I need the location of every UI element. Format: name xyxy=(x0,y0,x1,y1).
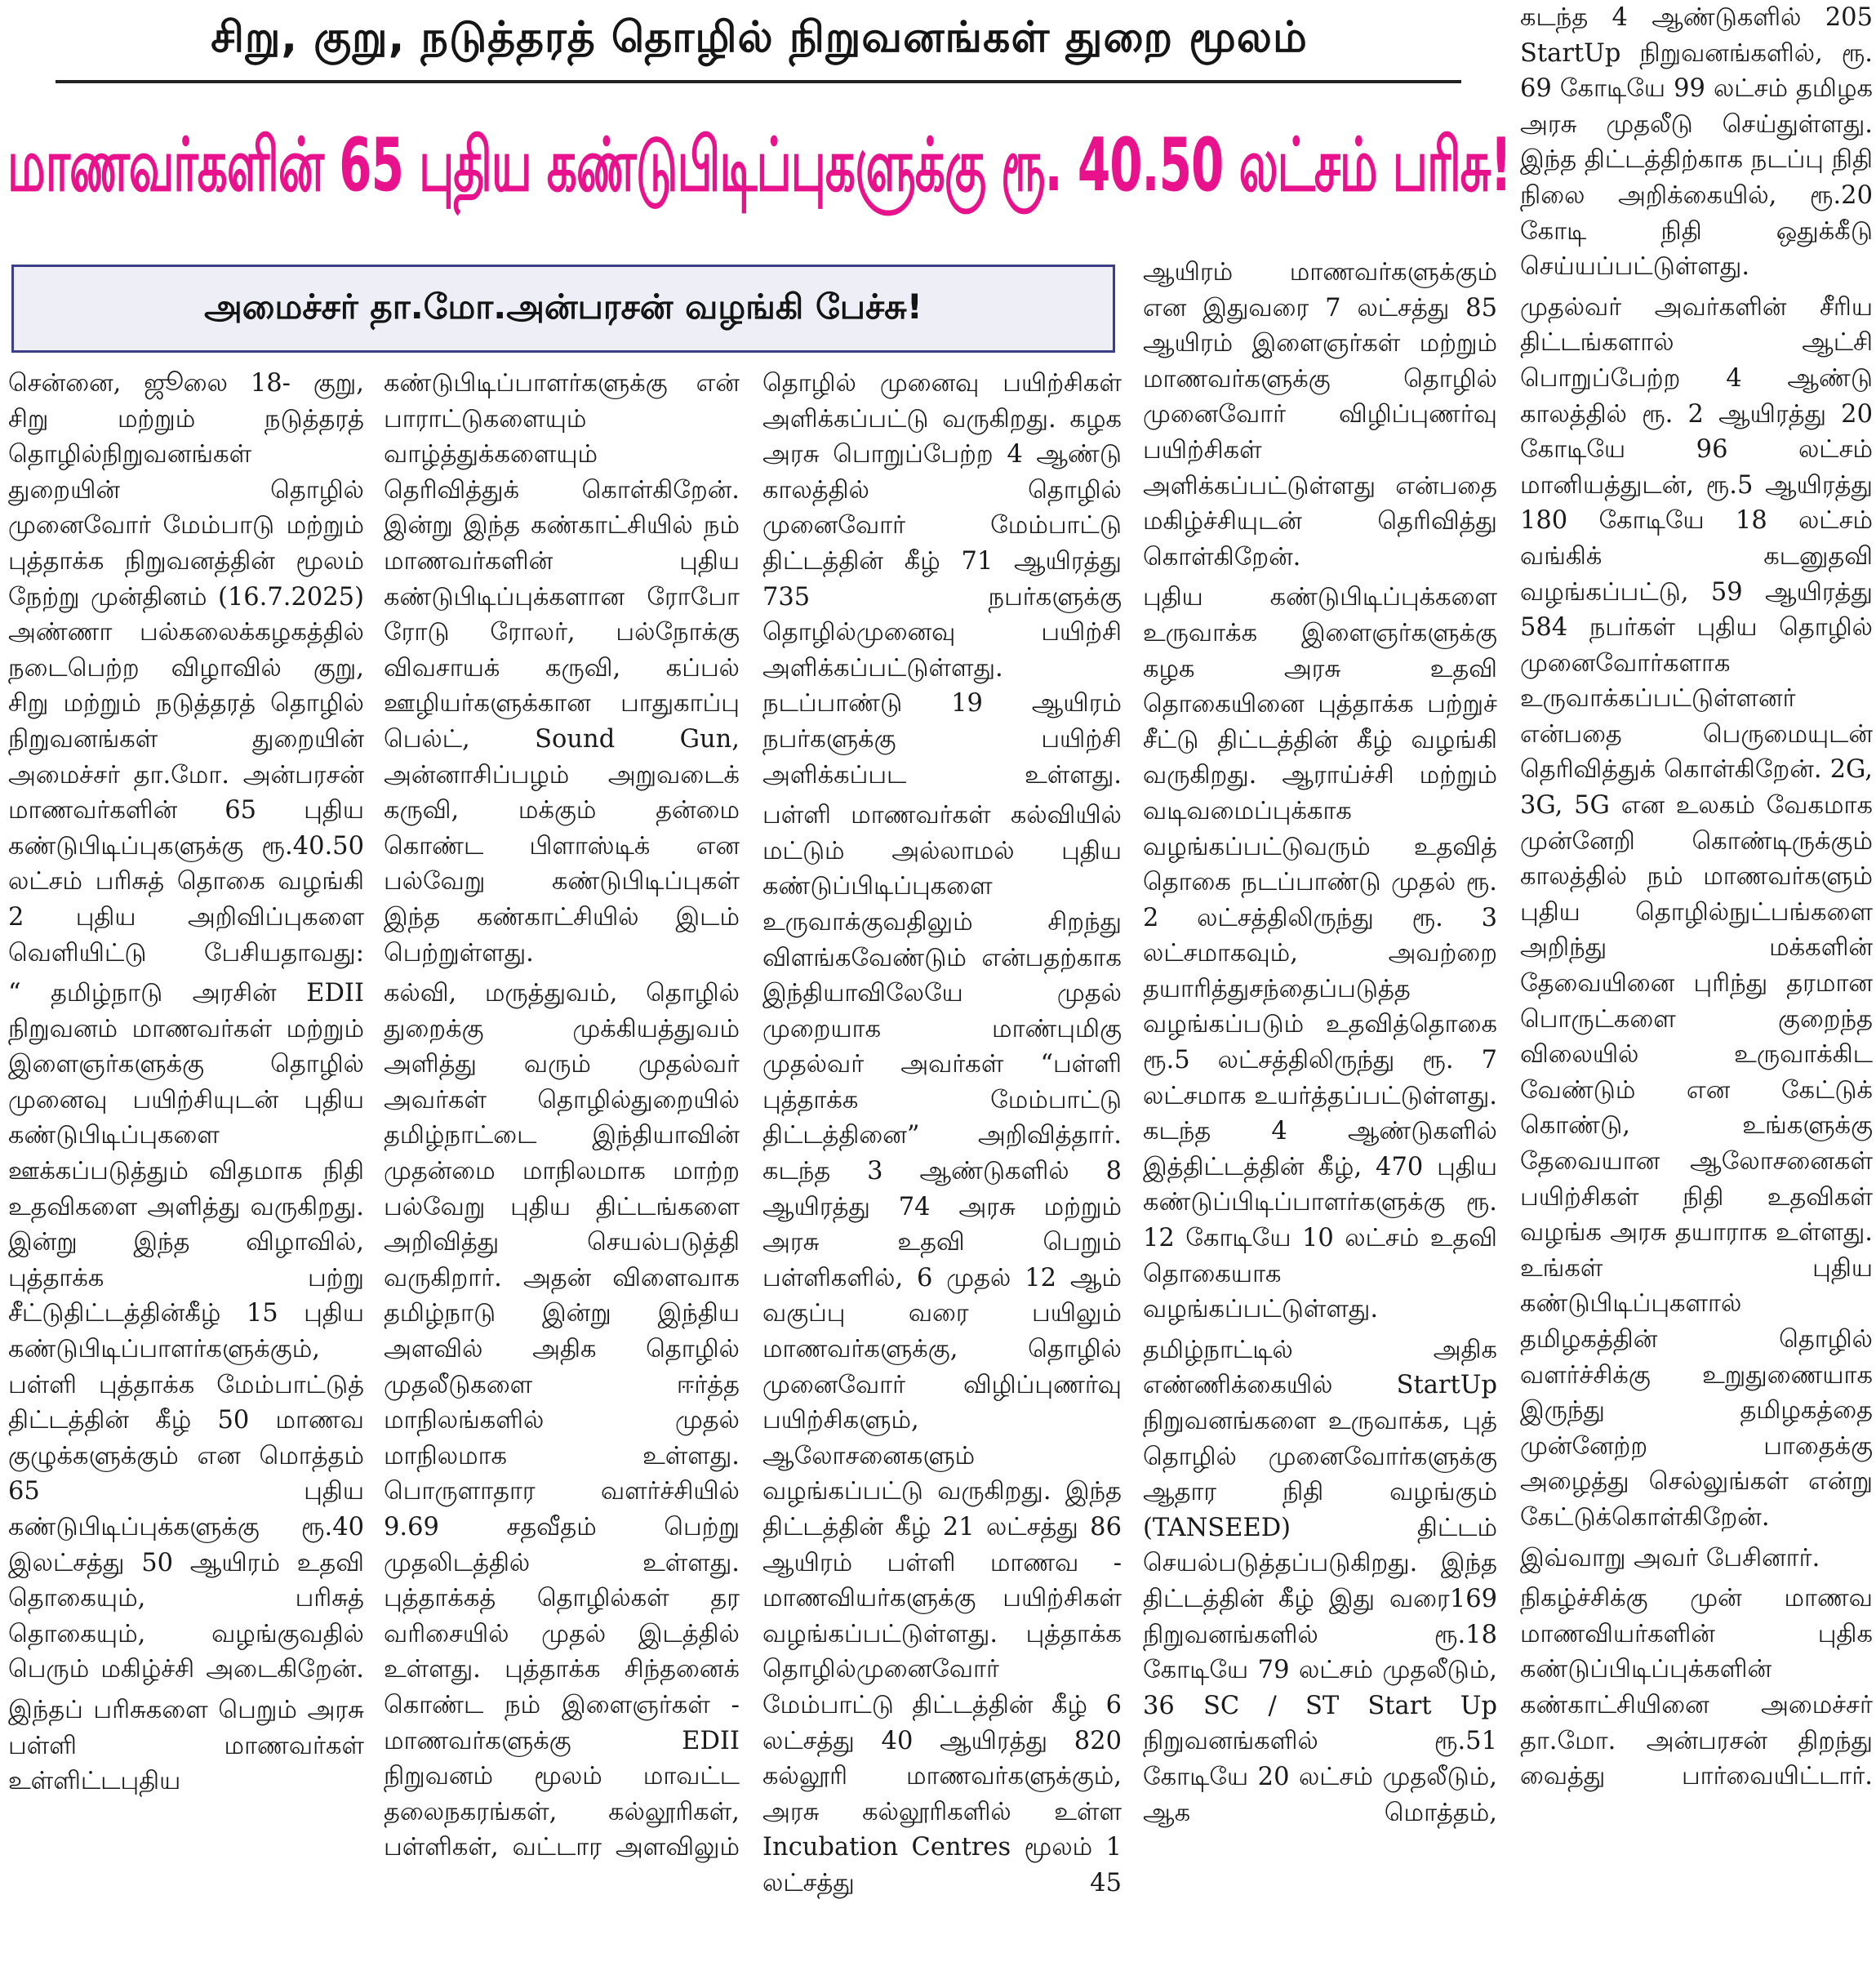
paragraph: தமிழ்நாட்டில் அதிக எண்ணிக்கையில் StartUp நிறுவனங்களை உருவாக்க, புத் தொழில் முனைவோர்களுக்கு ஆதார நிதி வழங்கும் (TANSEED) திட்டம் செயல்படுத்தப்படுகிறது. இந்த திட்டத்தின் கீழ் இது வரை169 நிறுவனங்களில் ரூ.18 கோடியே 79 லட்சம் முதலீடும், 36 SC / ST Start Up நிறுவனங்களில் ரூ.51 கோடியே 20 லட்சம் முதலீடும், ஆக மொத்தம், xyxy=(1143,1335,1497,1827)
paragraph: இவ்வாறு அவர் பேசினார். xyxy=(1520,1543,1820,1573)
paragraph: நிகழ்ச்சிக்கு முன் மாணவ மாணவியர்களின் புதிக கண்டுப்பிடிப்புக்களின் கண்காட்சியினை அமைச்சர் தா.மோ. அன்பரசன் திறந்து வைத்து பார்வையிட்டார். xyxy=(1520,1584,1873,1791)
paragraph: “ தமிழ்நாடு அரசின் EDII நிறுவனம் மாணவர்கள் மற்றும் இளைஞர்களுக்கு தொழில் முனைவு பயிற்சியுடன் புதிய கண்டுபிடிப்புகளை ஊக்கப்படுத்தும் விதமாக நிதி உதவிகளை அளித்து வருகிறது. இன்று இந்த விழாவில், புத்தாக்க பற்று சீட்டுதிட்டத்தின்கீழ் 15 புதிய கண்டுபிடிப்பாளர்களுக்கும், பள்ளி புத்தாக்க மேம்பாட்டுத் திட்டத்தின் கீழ் 50 மாணவ குழுக்களுக்கும் என மொத்தம் 65 புதிய கண்டுபிடிப்புக்களுக்கு ரூ.40 இலட்சத்து 50 ஆயிரம் உதவி தொகையும், பரிசுத் தொகையும், வழங்குவதில் பெரும் மகிழ்ச்சி அடைகிறேன். xyxy=(8,979,364,1684)
paragraph: கல்வி, மருத்துவம், தொழில் துறைக்கு முக்கியத்துவம் அளித்து வரும் முதல்வர் அவர்கள் தொழில்துறையில் தமிழ்நாட்டை இந்தியாவின் முதன்மை மாநிலமாக மாற்ற பல்வேறு புதிய திட்டங்களை அறிவித்து செயல்படுத்தி வருகிறார். அதன் விளைவாக தமிழ்நாடு இன்று இந்திய அளவில் அதிக தொழில் முதலீடுகளை ஈர்த்த மாநிலங்களில் முதல் மாநிலமாக உள்ளது. பொருளாதார வளர்ச்சியில் 9.69 சதவீதம் பெற்று முதலிடத்தில் உள்ளது. புத்தாக்கத் தொழில்கள் தர வரிசையில் முதல் இடத்தில் உள்ளது. புத்தாக்க சிந்தனைக் கொண்ட நம் இளைஞர்கள் - மாணவர்களுக்கு EDII நிறுவனம் மூலம் மாவட்ட தலைநகரங்கள், கல்லூரிகள், பள்ளிகள், வட்டார அளவிலும் xyxy=(384,979,740,1862)
subheadline-box: அமைச்சர் தா.மோ.அன்பரசன் வழங்கி பேச்சு! xyxy=(11,265,1115,353)
paragraph: தொழில் முனைவு பயிற்சிகள் அளிக்கப்பட்டு வருகிறது. கழக அரசு பொறுப்பேற்ற 4 ஆண்டு காலத்தில் தொழில் முனைவோர் மேம்பாட்டு திட்டத்தின் கீழ் 71 ஆயிரத்து 735 நபர்களுக்கு தொழில்முனைவு பயிற்சி அளிக்கப்பட்டுள்ளது. நடப்பாண்டு 19 ஆயிரம் நபர்களுக்கு பயிற்சி அளிக்கப்பட உள்ளது. xyxy=(762,369,1122,790)
kicker-headline: சிறு, குறு, நடுத்தரத் தொழில் நிறுவனங்கள் துறை மூலம் xyxy=(211,12,1308,62)
paragraph: முதல்வர் அவர்களின் சீரிய திட்டங்களால் ஆட்சி பொறுப்பேற்ற 4 ஆண்டு காலத்தில் ரூ. 2 ஆயிரத்து 20 கோடியே 96 லட்சம் மானியத்துடன், ரூ.5 ஆயிரத்து 180 கோடியே 18 லட்சம் வங்கிக் கடனுதவி வழங்கப்பட்டு, 59 ஆயிரத்து 584 நபர்கள் புதிய தொழில் முனைவோர்களாக உருவாக்கப்பட்டுள்ளனர் என்பதை பெருமையுடன் தெரிவித்துக் கொள்கிறேன். 2G, 3G, 5G என உலகம் வேகமாக முன்னேறி கொண்டிருக்கும் காலத்தில் நம் மாணவர்களும் புதிய தொழில்நுட்பங்களை அறிந்து மக்களின் தேவையினை புரிந்து தரமான பொருட்களை குறைந்த விலையில் உருவாக்கிட வேண்டும் என கேட்டுக் கொண்டு, உங்களுக்கு தேவையான ஆலோசனைகள் பயிற்சிகள் நிதி உதவிகள் வழங்க அரசு தயாராக உள்ளது. உங்கள் புதிய கண்டுபிடிப்புகளால் தமிழகத்தின் தொழில் வளர்ச்சிக்கு உறுதுணையாக இருந்து தமிழகத்தை முன்னேற்ற பாதைக்கு அழைத்து செல்லுங்கள் என்று கேட்டுக்கொள்கிறேன். xyxy=(1520,292,1873,1532)
article-column-1 xyxy=(8,366,364,1979)
paragraph: சென்னை, ஜூலை 18- குறு, சிறு மற்றும் நடுத்தரத் தொழில்நிறுவனங்கள் துறையின் தொழில் முனைவோர் மேம்பாடு மற்றும் புத்தாக்க நிறுவனத்தின் மூலம் நேற்று முன்தினம் (16.7.2025) அண்ணா பல்கலைக்கழகத்தில் நடைபெற்ற விழாவில் குறு, சிறு மற்றும் நடுத்தரத் தொழில் நிறுவனங்கள் துறையின் அமைச்சர் தா.மோ. அன்பரசன் மாணவர்களின் 65 புதிய கண்டுபிடிப்புகளுக்கு ரூ.40.50 லட்சம் பரிசுத் தொகை வழங்கி 2 புதிய அறிவிப்புகளை வெளியிட்டு பேசியதாவது: xyxy=(8,369,364,968)
paragraph: கண்டுபிடிப்பாளர்களுக்கு என் பாராட்டுகளையும் வாழ்த்துக்களையும் தெரிவித்துக் கொள்கிறேன். இன்று இந்த கண்காட்சியில் நம் மாணவர்களின் புதிய கண்டுபிடிப்புக்களான ரோபோ ரோடு ரோலர், பல்நோக்கு விவசாயக் கருவி, கப்பல் ஊழியர்களுக்கான பாதுகாப்பு பெல்ட், Sound Gun, அன்னாசிப்பழம் அறுவடைக் கருவி, மக்கும் தன்மை கொண்ட பிளாஸ்டிக் என பல்வேறு கண்டுபிடிப்புகள் இந்த கண்காட்சியில் இடம் பெற்றுள்ளது. xyxy=(384,369,740,968)
main-headline: மாணவர்களின் 65 புதிய கண்டுபிடிப்புகளுக்கு ரூ. 40.50 லட்சம் பரிசு! xyxy=(7,122,1511,208)
article-column-2 xyxy=(384,366,740,1979)
paragraph: பள்ளி மாணவர்கள் கல்வியில் மட்டும் அல்லாமல் புதிய கண்டுப்பிடிப்புகளை உருவாக்குவதிலும் சிறந்து விளங்கவேண்டும் என்பதற்காக இந்தியாவிலேயே முதல் முறையாக மாண்புமிகு முதல்வர் அவர்கள் “பள்ளி புத்தாக்க மேம்பாட்டு திட்டத்தினை” அறிவித்தார். கடந்த 3 ஆண்டுகளில் 8 ஆயிரத்து 74 அரசு மற்றும் அரசு உதவி பெறும் பள்ளிகளில், 6 முதல் 12 ஆம் வகுப்பு வரை பயிலும் மாணவர்களுக்கு, தொழில் முனைவோர் விழிப்புணர்வு பயிற்சிகளும், ஆலோசனைகளும் வழங்கப்பட்டு வருகிறது. இந்த திட்டத்தின் கீழ் 21 லட்சத்து 86 ஆயிரம் பள்ளி மாணவ - மாணவியர்களுக்கு பயிற்சிகள் வழங்கப்பட்டுள்ளது. புத்தாக்க தொழில்முனைவோர் மேம்பாட்டு திட்டத்தின் கீழ் 6 லட்சத்து 40 ஆயிரத்து 820 கல்லூரி மாணவர்களுக்கும், அரசு கல்லூரிகளில் உள்ள Incubation Centres மூலம் 1 லட்சத்து 45 xyxy=(762,801,1122,1897)
article-column-5 xyxy=(1520,0,1873,1979)
paragraph: கடந்த 4 ஆண்டுகளில் 205 StartUp நிறுவனங்களில், ரூ. 69 கோடியே 99 லட்சம் தமிழக அரசு முதலீடு செய்துள்ளது. இந்த திட்டத்திற்காக நடப்பு நிதி நிலை அறிக்கையில், ரூ.20 கோடி நிதி ஒதுக்கீடு செய்யப்பட்டுள்ளது. xyxy=(1520,3,1873,282)
paragraph: ஆயிரம் மாணவர்களுக்கும் என இதுவரை 7 லட்சத்து 85 ஆயிரம் இளைஞர்கள் மற்றும் மாணவர்களுக்கு தொழில் முனைவோர் விழிப்புணர்வு பயிற்சிகள் அளிக்கப்பட்டுள்ளது என்பதை மகிழ்ச்சியுடன் தெரிவித்து கொள்கிறேன். xyxy=(1143,258,1497,572)
paragraph: இந்தப் பரிசுகளை பெறும் அரசு பள்ளி மாணவர்கள் உள்ளிட்டபுதிய xyxy=(8,1695,364,1796)
article-column-3 xyxy=(762,366,1122,1979)
paragraph: புதிய கண்டுபிடிப்புக்களை உருவாக்க இளைஞர்களுக்கு கழக அரசு உதவி தொகையினை புத்தாக்க பற்றுச் சீட்டு திட்டத்தின் கீழ் வழங்கி வருகிறது. ஆராய்ச்சி மற்றும் வடிவமைப்புக்காக வழங்கப்பட்டுவரும் உதவித் தொகை நடப்பாண்டு முதல் ரூ. 2 லட்சத்திலிருந்து ரூ. 3 லட்சமாகவும், அவற்றை தயாரித்துசந்தைப்படுத்த வழங்கப்படும் உதவித்தொகை ரூ.5 லட்சத்திலிருந்து ரூ. 7 லட்சமாக உயர்த்தப்பட்டுள்ளது. கடந்த 4 ஆண்டுகளில் இத்திட்டத்தின் கீழ், 470 புதிய கண்டுப்பிடிப்பாளர்களுக்கு ரூ. 12 கோடியே 10 லட்சம் உதவி தொகையாக வழங்கப்பட்டுள்ளது. xyxy=(1143,583,1497,1324)
article-column-4 xyxy=(1143,255,1497,1979)
